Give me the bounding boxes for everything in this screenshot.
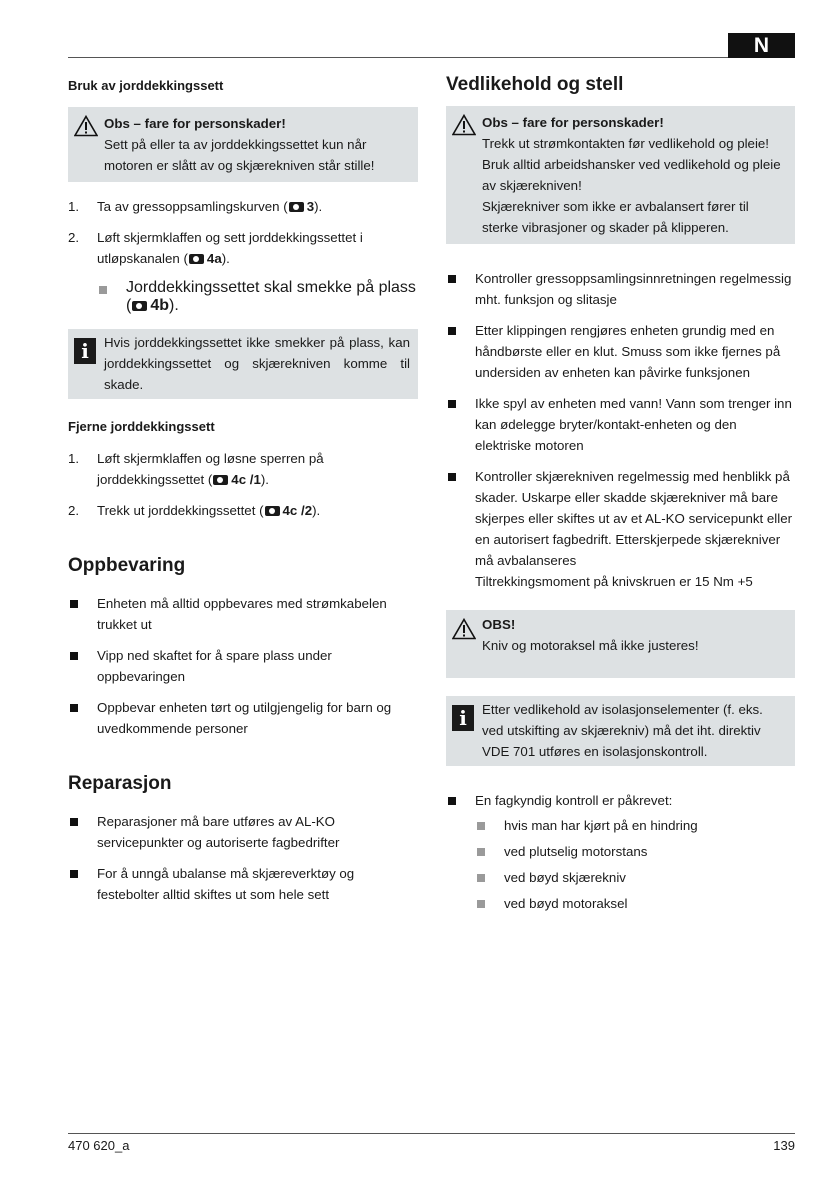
list-item: [68, 645, 418, 687]
warning-triangle-icon: [452, 114, 476, 136]
list-item-text: Enheten må alltid oppbevares med strømkabelen trukket ut: [97, 596, 387, 632]
warning-line: Trekk ut strømkontakten før vedlikehold og pleie!: [482, 136, 769, 151]
grey-bullet-icon: [99, 286, 107, 294]
footer-rule: [68, 1133, 795, 1134]
result-note: [68, 279, 418, 315]
warning-title: Obs – fare for personskader!: [104, 116, 286, 131]
step: [68, 196, 418, 217]
square-bullet-icon: [448, 275, 456, 283]
info-icon: i: [452, 705, 474, 731]
grey-bullet-icon: [477, 848, 485, 856]
result-end: ).: [169, 297, 179, 314]
figure-ref: 3: [306, 199, 315, 214]
square-bullet-icon: [448, 327, 456, 335]
warning-text: Sett på eller ta av jorddekkingssettet kun når motoren er slått av og skjærekniven står stille!: [104, 137, 375, 173]
info-box: [68, 329, 418, 399]
sub-item-text: hvis man har kjørt på en hindring: [504, 818, 698, 833]
list-item: [68, 863, 418, 905]
blade-check-text: Kontroller skjærekniven regelmessig med henblikk på skader. Uskarpe eller skadde skjærekniver må bare skjerpes eller skiftes ut av et AL-KO servicepunkt eller en autorisert fagbedrift. Etterskjerpede skjærekniver må avbalanseres: [475, 469, 793, 568]
section-title-mulching-kit-use: Bruk av jorddekkingssett: [68, 78, 224, 93]
step: [68, 500, 418, 521]
sub-item-text: ved bøyd skjærekniv: [504, 870, 626, 885]
section-title-remove-mulching-kit: Fjerne jorddekkingssett: [68, 419, 215, 434]
warning-triangle-icon: [452, 618, 476, 640]
warning-triangle-icon: [74, 115, 98, 137]
info-box: [446, 696, 795, 766]
list-item-text: For å unngå ubalanse må skjæreverktøy og festebolter alltid skiftes ut som hele sett: [97, 866, 355, 902]
figure-ref: 4c /1: [231, 472, 261, 487]
step-number: 2.: [68, 503, 80, 518]
square-bullet-icon: [448, 400, 456, 408]
warning-title: Obs – fare for personskader!: [482, 115, 664, 130]
list-item: [446, 466, 795, 592]
inspection-list: [446, 790, 795, 914]
figure-ref: 4b: [150, 297, 169, 314]
step-text: Løft skjermklaffen og løsne sperren på jorddekkingssettet (: [97, 451, 324, 487]
step-end: ).: [312, 503, 321, 518]
page-number: 139: [773, 1138, 795, 1153]
maintenance-list: [446, 268, 795, 592]
square-bullet-icon: [70, 870, 78, 878]
square-bullet-icon: [70, 652, 78, 660]
list-item-text: Reparasjoner må bare utføres av AL-KO servicepunkter og autoriserte fagbedrifter: [97, 814, 340, 850]
warning-box: [446, 106, 795, 244]
grey-bullet-icon: [477, 874, 485, 882]
list-item: [446, 790, 795, 914]
language-tab: N: [728, 33, 795, 58]
inspection-sublist: [475, 815, 795, 914]
step-number: 1.: [68, 451, 80, 466]
camera-icon: [189, 254, 204, 264]
info-text: Hvis jorddekkingssettet ikke smekker på plass, kan jorddekkingssettet og skjærekniven komme til skade.: [104, 335, 410, 392]
list-item-text: Kontroller gressoppsamlingsinnretningen regelmessig mht. funksjon og slitasje: [475, 271, 792, 307]
step: [68, 448, 418, 490]
obs-text: Kniv og motoraksel må ikke justeres!: [482, 638, 699, 653]
steps-list: [68, 448, 418, 521]
list-item-text: Vipp ned skaftet for å spare plass under oppbevaringen: [97, 648, 332, 684]
left-column: [68, 66, 418, 915]
info-icon: i: [74, 338, 96, 364]
sub-item: [475, 867, 795, 888]
step: [68, 227, 418, 269]
step-text: Løft skjermklaffen og sett jorddekkingssettet i utløpskanalen (: [97, 230, 363, 266]
list-item: [68, 593, 418, 635]
step-text: Trekk ut jorddekkingssettet (: [97, 503, 264, 518]
inspection-title: En fagkyndig kontroll er påkrevet:: [475, 793, 673, 808]
storage-list: [68, 593, 418, 739]
section-title-maintenance: Vedlikehold og stell: [446, 74, 624, 95]
camera-icon: [132, 301, 147, 311]
section-title-repair: Reparasjon: [68, 773, 172, 794]
step-text: Ta av gressoppsamlingskurven (: [97, 199, 288, 214]
result-item: [97, 279, 418, 315]
step-end: ).: [314, 199, 323, 214]
obs-title: OBS!: [482, 617, 516, 632]
square-bullet-icon: [70, 600, 78, 608]
camera-icon: [213, 475, 228, 485]
obs-box: [446, 610, 795, 678]
steps-list: [68, 196, 418, 269]
list-item: [446, 320, 795, 383]
list-item-text: Oppbevar enheten tørt og utilgjengelig for barn og uvedkommende personer: [97, 700, 392, 736]
square-bullet-icon: [448, 473, 456, 481]
warning-line: Bruk alltid arbeidshansker ved vedlikehold og pleie av skjærekniven!: [482, 157, 781, 193]
figure-ref: 4c /2: [282, 503, 313, 518]
square-bullet-icon: [70, 704, 78, 712]
list-item-text: Ikke spyl av enheten med vann! Vann som trenger inn kan ødelegge bryter/kontakt-enheten og den elektriske motoren: [475, 396, 792, 453]
square-bullet-icon: [70, 818, 78, 826]
camera-icon: [265, 506, 280, 516]
sub-item: [475, 893, 795, 914]
warning-line: Skjærekniver som ikke er avbalansert fører til sterke vibrasjoner og skader på klipperen.: [482, 199, 749, 235]
step-number: 1.: [68, 199, 80, 214]
document-code: 470 620_a: [68, 1138, 130, 1153]
section-title-storage: Oppbevaring: [68, 555, 186, 576]
list-item-text: Etter klippingen rengjøres enheten grundig med en håndbørste eller en klut. Smuss som ikke fjernes på undersiden av enheten kan påvirke funksjonen: [475, 323, 781, 380]
list-item: [68, 697, 418, 739]
figure-ref: 4a: [206, 251, 222, 266]
step-end: ).: [260, 472, 269, 487]
info-text: Etter vedlikehold av isolasjonselementer (f. eks. ved utskifting av skjærekniv) må det iht. direktiv VDE 701 utføres en isolasjonskontroll.: [482, 702, 763, 759]
sub-item: [475, 841, 795, 862]
list-item: [446, 393, 795, 456]
repair-list: [68, 811, 418, 905]
camera-icon: [289, 202, 304, 212]
list-item: [446, 268, 795, 310]
sub-item-text: ved bøyd motoraksel: [504, 896, 628, 911]
grey-bullet-icon: [477, 822, 485, 830]
step-end: ).: [221, 251, 230, 266]
warning-box: [68, 107, 418, 182]
torque-text: Tiltrekkingsmoment på knivskruen er 15 Nm +5: [475, 574, 753, 589]
sub-item-text: ved plutselig motorstans: [504, 844, 648, 859]
step-number: 2.: [68, 230, 80, 245]
list-item: [68, 811, 418, 853]
sub-item: [475, 815, 795, 836]
right-column: [446, 66, 795, 924]
square-bullet-icon: [448, 797, 456, 805]
header-rule: [68, 57, 795, 58]
result-text: Jorddekkingssettet skal smekke på plass (: [126, 279, 416, 314]
grey-bullet-icon: [477, 900, 485, 908]
